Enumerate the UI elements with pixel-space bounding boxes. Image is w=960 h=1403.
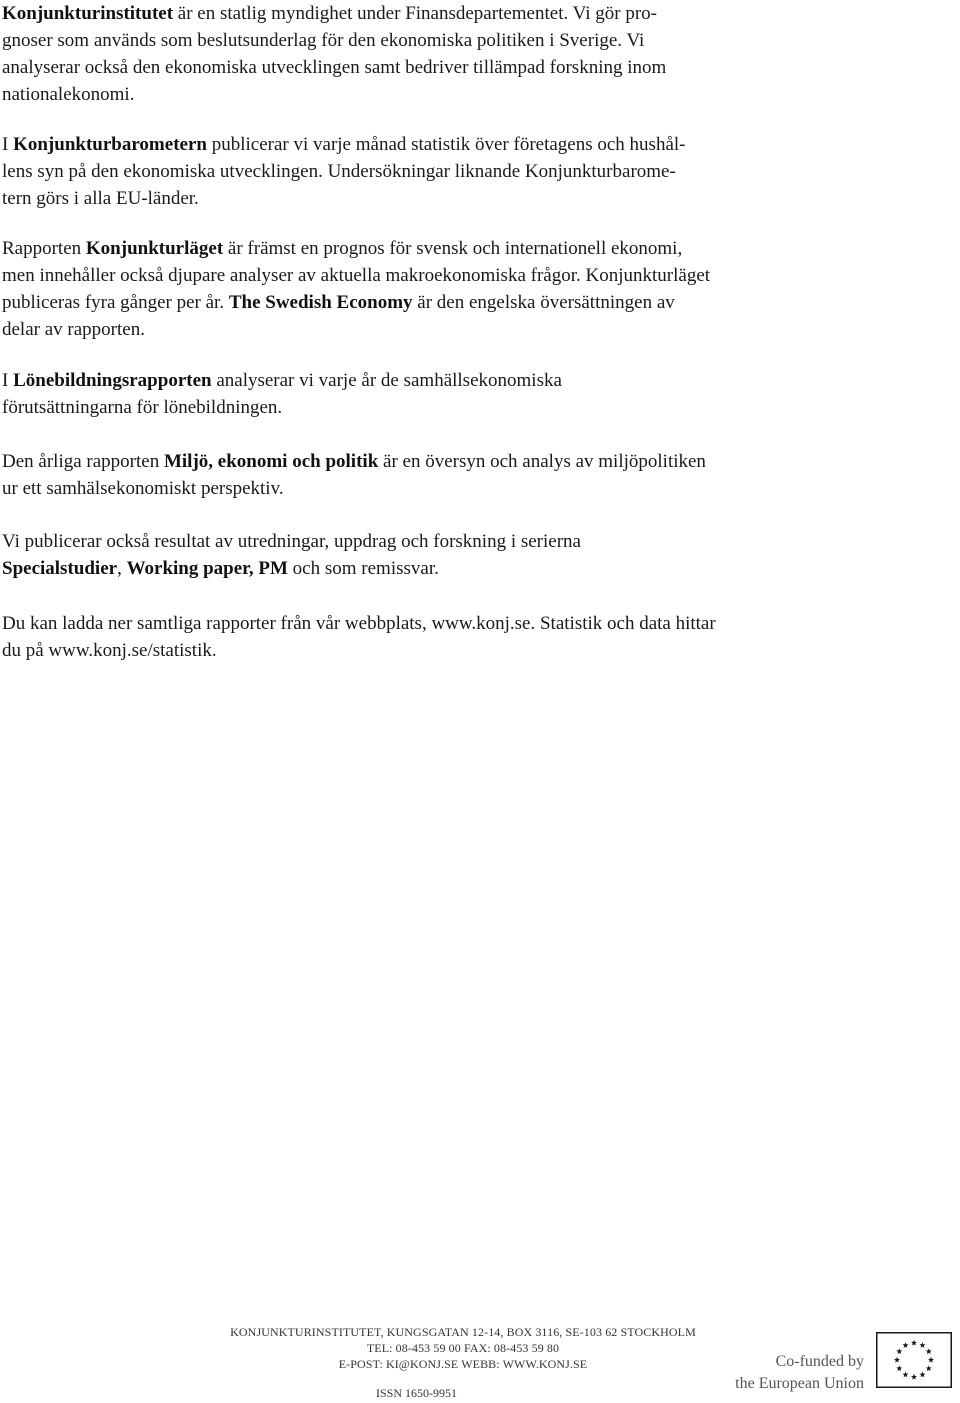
pm-title: PM — [258, 558, 288, 579]
footer-email-web: E-POST: KI@KONJ.SE WEBB: WWW.KONJ.SE — [338, 1357, 588, 1371]
eu-cofunded-text: Co-funded by the European Union — [735, 1353, 864, 1392]
eu-flag-icon — [876, 1332, 952, 1388]
lonebildning-paragraph: I Lönebildningsrapporten analyserar vi varje år de samhällsekonomiska förutsättningarna för lönebildningen. — [2, 370, 562, 418]
issn-number: ISSN 1650-9951 — [376, 1386, 458, 1400]
barometer-title: Konjunkturbarometern — [13, 134, 207, 155]
miljo-paragraph: Den årliga rapporten Miljö, ekonomi och politik är en översyn och analys av miljöpolitiken ur ett samhälsekonomiskt perspektiv. — [2, 451, 706, 499]
footer-contact — [148, 1324, 778, 1372]
footer-address: KONJUNKTURINSTITUTET, KUNGSGATAN 12-14, BOX 3116, SE-103 62 STOCKHOLM — [230, 1325, 696, 1339]
lonebildning-title: Lönebildningsrapporten — [13, 370, 212, 391]
miljo-title: Miljö, ekonomi och politik — [163, 451, 379, 472]
konjunkturlaget-paragraph: Rapporten Konjunkturläget är främst en prognos för svensk och internationell ekonomi, men innehåller också djupare analyser av aktuella makroekonomiska frågor. Konjunkturläget publiceras fyra gånger per år. The Swedish Economy är den engelska översättningen av delar av rapporten. — [2, 238, 711, 340]
swedish-economy-title: The Swedish Economy — [228, 292, 413, 313]
footer-phone: TEL: 08-453 59 00 FAX: 08-453 59 80 — [366, 1341, 560, 1355]
working-paper-title: Working paper, — [126, 558, 254, 579]
specialstudier-title: Specialstudier — [2, 558, 118, 579]
intro-paragraph: Konjunkturinstitutet är en statlig myndighet under Finansdepartementet. Vi gör pro- gnoser som används som beslutsunderlag för den ekonomiska politiken i Sverige. Vi analyserar också den ekonomiska utvecklingen samt bedriver tillämpad forskning inom nationalekonomi. — [2, 3, 667, 105]
series-paragraph: Vi publicerar också resultat av utredningar, uppdrag och forskning i serierna Specialstudier, Working paper, PM och som remissvar. — [2, 531, 581, 579]
barometer-paragraph: I Konjunkturbarometern publicerar vi varje månad statistik över företagens och hushål- lens syn på den ekonomiska utvecklingen. Undersökningar liknande Konjunkturbarome- tern görs i alla EU-länder. — [2, 134, 686, 209]
konjunkturlaget-title: Konjunkturläget — [85, 238, 224, 259]
download-paragraph: Du kan ladda ner samtliga rapporter från vår webbplats, www.konj.se. Statistik och data hittar du på www.konj.se/statistik. — [2, 613, 716, 661]
institute-name: Konjunkturinstitutet — [2, 3, 174, 24]
